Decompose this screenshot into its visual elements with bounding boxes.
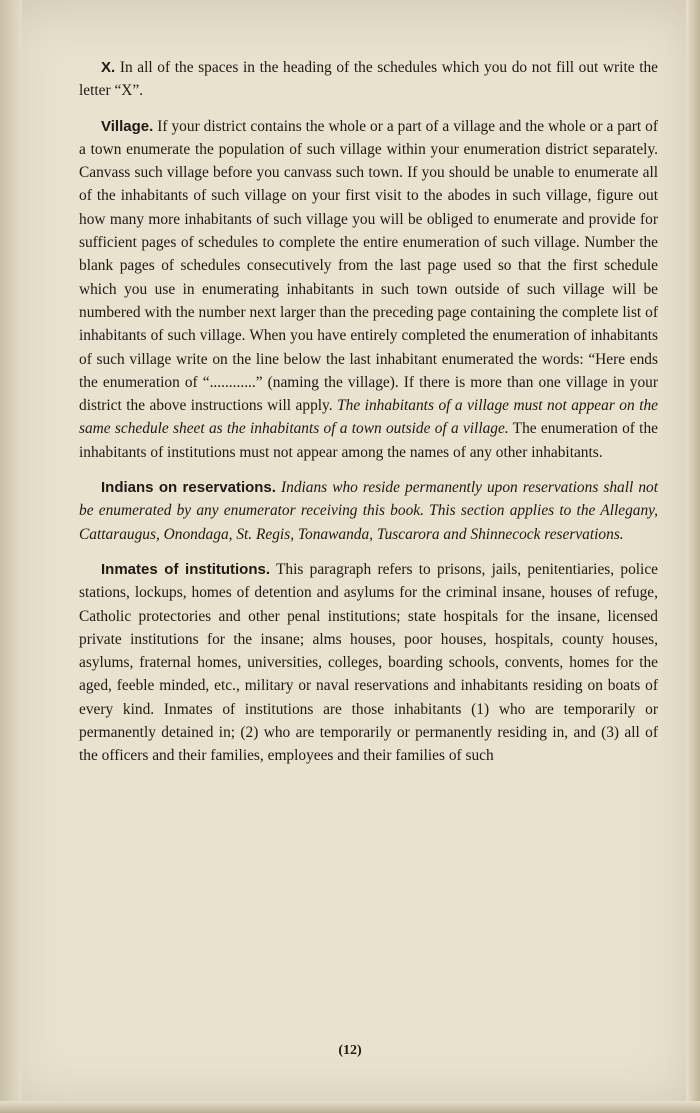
paragraph-italic-indians: Indians who reside permanently upon reservations shall not be enumerated by any enumerator receiving this book. This section applies to the Allegany, Cattaraugus, Onondaga, St. Regis, Tonawanda, Tuscarora and Shinnecock reservations. — [79, 479, 658, 543]
paragraph-inmates — [79, 558, 658, 768]
paragraph-body-inmates: This paragraph refers to prisons, jails, penitentiaries, police stations, lockups, homes of detention and asylums for the criminal insane, houses of refuge, Catholic protectories and other penal institutions; state hospitals for the insane, licensed private institutions for the insane; alms houses, poor houses, hospitals, county houses, asylums, fraternal homes, universities, colleges, boarding schools, convents, homes for the aged, feeble minded, etc., military or naval reservations and inhabitants residing on boats of every kind. Inmates of institutions are those inhabitants (1) who are temporarily or permanently detained in; (2) who are temporarily or permanently residing in, and (3) all of the officers and their families, employees and their families of such — [79, 560, 658, 765]
paragraph-indians — [79, 476, 658, 546]
paragraph-body-village: If your district contains the whole or a part of a village and the whole or a part of a town enumerate the population of such village within your enumeration district separately. Canvass such village before you canvass such town. If you should be unable to enumerate all of the inhabitants of such village on your first visit to the abodes in such village, figure out how many more inhabitants of such village you will be obliged to enumerate and provide for sufficient pages of schedules to complete the entire enumeration of such village. Number the blank pages of schedules consecutively from the last page used so that the first schedule which you use in enumerating inhabitants in such town outside of such village will be numbered with the number next larger than the preceding page containing the complete list of inhabitants of such village. When you have entirely completed the enumeration of inhabitants of such village write on the line below the last inhabitant enumerated the words: “Here ends the enumeration of “............” (naming the village). If there is more than one village in your district the above instructions will apply. — [79, 117, 658, 415]
paragraph-heading-x: X. — [101, 59, 116, 76]
paragraph-village — [79, 115, 658, 464]
paragraph-heading-inmates: Inmates of institutions. — [101, 560, 271, 578]
page-edge-left — [0, 0, 22, 1113]
paragraph-heading-village: Village. — [101, 117, 154, 135]
page-number: (12) — [338, 1043, 362, 1058]
paragraph-tail-village: The enumeration of the inhabitants of institutions must not appear among the names of any other inhabitants. — [79, 420, 658, 461]
body-text — [79, 56, 658, 780]
page-edge-bottom — [0, 1101, 700, 1113]
paragraph-heading-indians: Indians on reservations. — [101, 479, 276, 497]
paragraph-x — [79, 56, 658, 103]
paragraph-italic-village: The inhabitants of a village must not appear on the same schedule sheet as the inhabitants of a town outside of a village. — [79, 397, 658, 438]
paragraph-body-x: In all of the spaces in the heading of the schedules which you do not fill out write the letter “X”. — [79, 59, 658, 100]
page-edge-right — [686, 0, 700, 1113]
